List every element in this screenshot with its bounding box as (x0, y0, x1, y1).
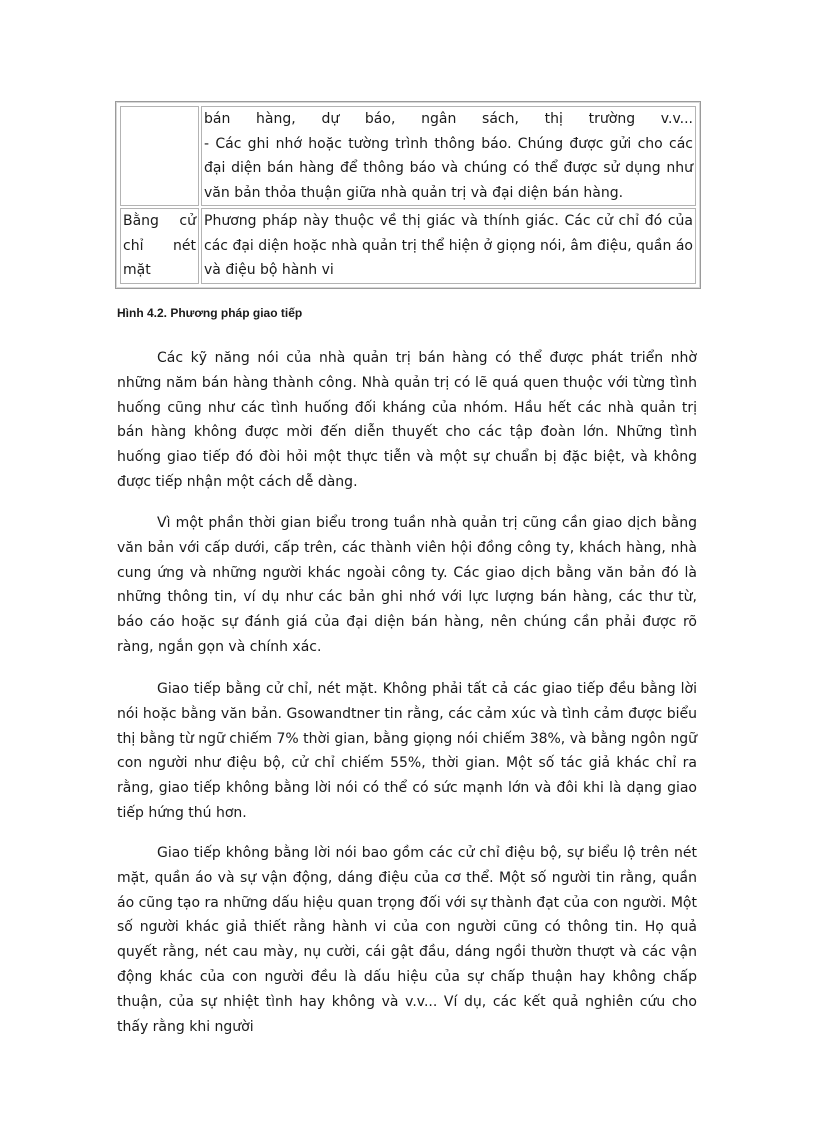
method-description-cell (201, 106, 696, 206)
figure-caption: Hình 4.2. Phương pháp giao tiếp (117, 306, 303, 320)
table-row (120, 106, 696, 206)
communication-methods-table (115, 101, 701, 289)
description-line: Phương pháp này thuộc về thị giác và thính giác. Các cử chỉ đó của các đại diện hoặc nhà quản trị thể hiện ở giọng nói, âm điệu, quần áo và điệu bộ hành vi (204, 213, 693, 278)
paragraph: Vì một phần thời gian biểu trong tuần nhà quản trị cũng cần giao dịch bằng văn bản với cấp dưới, cấp trên, các thành viên hội đồng công ty, khách hàng, nhà cung ứng và những người khác ngoài công ty. Các giao dịch bằng văn bản đó là những thông tin, ví dụ như các bản ghi nhớ với lực lượng bán hàng, các thư từ, báo cáo hoặc sự đánh giá của đại diện bán hàng, nên chúng cần phải được rõ ràng, ngắn gọn và chính xác. (117, 515, 697, 655)
paragraph: Giao tiếp bằng cử chỉ, nét mặt. Không phải tất cả các giao tiếp đều bằng lời nói hoặc bằng văn bản. Gsowandtner tin rằng, các cảm xúc và tình cảm được biểu thị bằng từ ngữ chiếm 7% thời gian, bằng giọng nói chiếm 38%, và bằng ngôn ngữ con người như điệu bộ, cử chỉ chiếm 55%, thời gian. Một số tác giả khác chỉ ra rằng, giao tiếp không bằng lời nói có thể có sức mạnh lớn và đôi khi là dạng giao tiếp hứng thú hơn. (117, 681, 697, 821)
method-label-cell: Bằng cử chỉ nét mặt (120, 208, 199, 284)
description-line: bán hàng, dự báo, ngân sách, thị trường v.v... (204, 111, 693, 127)
description-line: - Các ghi nhớ hoặc tường trình thông báo. Chúng được gửi cho các đại diện bán hàng để thông báo và chúng có thể được sử dụng như văn bản thỏa thuận giữa nhà quản trị và đại diện bán hàng. (204, 135, 693, 201)
paragraph-block (117, 346, 697, 495)
paragraph-block (117, 841, 697, 1039)
method-description-cell (201, 208, 696, 284)
paragraph: Giao tiếp không bằng lời nói bao gồm các cử chỉ điệu bộ, sự biểu lộ trên nét mặt, quần áo và sự vận động, dáng điệu của cơ thể. Một số người tin rằng, quần áo cũng tạo ra những dấu hiệu quan trọng đối với sự thành đạt của con người. Một số người khác giả thiết rằng hành vi của con người cũng có thông tin. Họ quả quyết rằng, nét cau mày, nụ cười, cái gật đầu, dáng ngồi thườn thượt và các vận động khác của con người đều là dấu hiệu của sự chấp thuận hay không chấp thuận, của sự nhiệt tình hay không và v.v... Ví dụ, các kết quả nghiên cứu cho thấy rằng khi người (117, 845, 697, 1035)
paragraph-block (117, 511, 697, 660)
method-label-cell (120, 106, 199, 206)
table-row (120, 208, 696, 284)
paragraph: Các kỹ năng nói của nhà quản trị bán hàng có thể được phát triển nhờ những năm bán hàng thành công. Nhà quản trị có lẽ quá quen thuộc với từng tình huống cũng như các tình huống đối kháng của nhóm. Hầu hết các nhà quản trị bán hàng không được mời đến diễn thuyết cho các tập đoàn lớn. Những tình huống giao tiếp đó đòi hỏi một thực tiễn và một sự chuẩn bị đặc biệt, và không được tiếp nhận một cách dễ dàng. (117, 350, 697, 490)
paragraph-block (117, 677, 697, 826)
